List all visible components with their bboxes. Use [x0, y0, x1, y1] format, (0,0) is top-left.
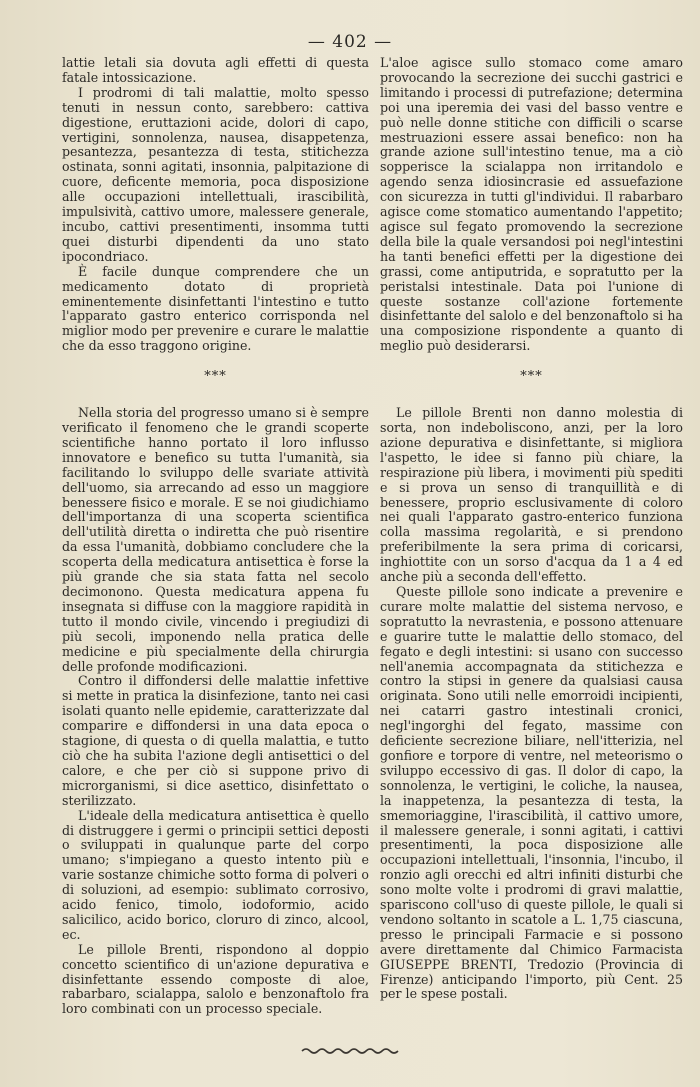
- page-number: — 402 —: [307, 32, 393, 52]
- left-column: [62, 56, 369, 1017]
- paragraph: I prodromi di tali malattie, molto spesso tenuti in nessun conto, sarebbero: cattiva digestione, eruttazioni acide, dolori di capo, vertigini, sonnolenza, nausea, disappetenza, pesantezza, pesantezza di testa, stitichezza ostinata, sonni agitati, insonnia, palpitazione di cuore, deficente memoria, poca disposizione alle occupazioni intellettuali, irascibilità, impulsività, cattivo umore, malessere generale, incubo, cattivi presentimenti, insomma tutti quei disturbi dipendenti da uno stato ipocondriaco.: [62, 84, 369, 264]
- paragraph: L'ideale della medicatura antisettica è quello di distruggere i germi o principii settici deposti o sviluppati in qualunque parte del corpo umano; s'impiegano a questo intento più e varie sostanze chimiche sotto forma di polveri o di soluzioni, ad esempio: sublimato corrosivo, acido fenico, timolo, iodoformio, acido salicilico, acido borico, cloruro di zinco, alcool, ec.: [62, 807, 369, 942]
- wavy-divider-ornament: [300, 1046, 402, 1056]
- paragraph: Contro il diffondersi delle malattie infettive si mette in pratica la disinfezione, tanto nei casi isolati quanto nelle epidemie, caratterizzate dal comparire e diffondersi in una data epoca o stagione, di questa o di quella malattia, e tutto ciò che ha subita l'azione degli antisettici o del calore, e che per ciò si suppone privo di microrganismi, si dice asettico, disinfettato o sterilizzato.: [62, 673, 369, 808]
- paragraph: L'aloe agisce sullo stomaco come amaro provocando la secrezione dei succhi gastrici e limitando i processi di putrefazione; determina poi una iperemia dei vasi del basso ventre e può nelle donne stitiche con difficili o scarse mestruazioni essere assai benefico: non ha grande azione sull'intestino tenue, ma a ciò sopperisce la scialappa non irritandolo e agendo senza idiosincrasie ed assuefazione con sicurezza in tutti gl'individui. Il rabarbaro agisce come stomatico aumentando l'appetito; agisce sul fegato promovendo la secrezione della bile la quale versandosi poi negl'intestini ha tanti benefici effetti per la digestione dei grassi, come antiputrida, e sopratutto per la peristalsi intestinale. Data poi l'unione di queste sostanze coll'azione fortemente disinfettante del salolo e del benzonaftolo si ha una composizione rispondente a quanto di meglio può desiderarsi.: [380, 55, 683, 354]
- paragraph: È facile dunque comprendere che un medicamento dotato di proprietà eminentemente disinfettanti l'intestino e tutto l'apparato gastro enterico corrisponda nel miglior modo per prevenire e curare le malattie che da esso traggono origine.: [62, 263, 369, 354]
- paragraph: Le pillole Brenti, rispondono al doppio concetto scientifico di un'azione depurativa e disinfettante essendo composte di aloe, rabarbaro, scialappa, salolo e benzonaftolo fra loro combinati con un processo speciale.: [62, 941, 369, 1017]
- right-column: [380, 56, 683, 1002]
- paragraph: Queste pillole sono indicate a prevenire e curare molte malattie del sistema nervoso, e sopratutto la nevrastenia, e possono attenuare e guarire tutte le malattie dello stomaco, del fegato e degli intestini: si usano con successo nell'anemia accompagnata da stitichezza e contro la stipsi in genere da qualsiasi causa originata. Sono utili nelle emorroidi incipienti, nei catarri gastro intestinali cronici, negl'ingorghi del fegato, massime con deficiente secrezione biliare, nell'itterizia, nel gonfiore e torpore di ventre, nel meteorismo o sviluppo eccessivo di gas. Il dolor di capo, la sonnolenza, le vertigini, le coliche, la nausea, la inappetenza, la pesantezza di testa, la smemoriaggine, l'irascibilità, il cattivo umore, il malessere generale, i sonni agitati, i cattivi presentimenti, la poca disposizione alle occupazioni intellettuali, l'insonnia, l'incubo, il ronzio agli orecchi ed altri infiniti disturbi che sono molte volte i prodromi di gravi malattie, spariscono coll'uso di queste pillole, le quali si vendono soltanto in scatole a L. 1,75 ciascuna, presso le principali Farmacie e si possono avere direttamente dal Chimico Farmacista GIUSEPPE BRENTI, Tredozio (Provincia di Firenze) anticipando l'importo, più Cent. 25 per le spese postali.: [380, 584, 683, 1002]
- paragraph: lattie letali sia dovuta agli effetti di questa fatale intossicazione.: [62, 55, 369, 85]
- paragraph: Nella storia del progresso umano si è sempre verificato il fenomeno che le grandi scoperte scientifiche hanno portato il loro influsso innovatore e benefico su tutta l'umanità, sia facilitando lo sviluppo delle svariate attività dell'uomo, sia arrecando ad esso un maggiore benessere fisico e morale. E se noi giudichiamo dell'importanza di una scoperta scientifica dell'utilità diretta o indiretta che può risentire da essa l'umanità, dobbiamo concludere che la scoperta della medicatura antisettica è forse la più grande che sia stata fatta nel secolo decimonono. Questa medicatura appena fu insegnata si diffuse con la maggiore rapidità in tutto il mondo civile, vincendo i pregiudizi di più secoli, imponendo nella pratica delle medicine e più specialmente della chirurgia delle profonde modificazioni.: [62, 405, 369, 674]
- section-separator: ***: [204, 369, 227, 385]
- paragraph: Le pillole Brenti non danno molestia di sorta, non indeboliscono, anzi, per la loro azione depurativa e disinfettante, si migliora l'aspetto, le idee si fanno più chiare, la respirazione più libera, i movimenti più spediti e si prova un senso di tranquillità e di benessere, proprio esclusivamente di coloro nei quali l'apparato gastro-enterico funziona colla massima regolarità, e si prendono preferibilmente la sera prima di coricarsi, inghiottite con un sorso d'acqua da 1 a 4 ed anche più a seconda dell'effetto.: [380, 405, 683, 585]
- section-separator: ***: [520, 369, 543, 385]
